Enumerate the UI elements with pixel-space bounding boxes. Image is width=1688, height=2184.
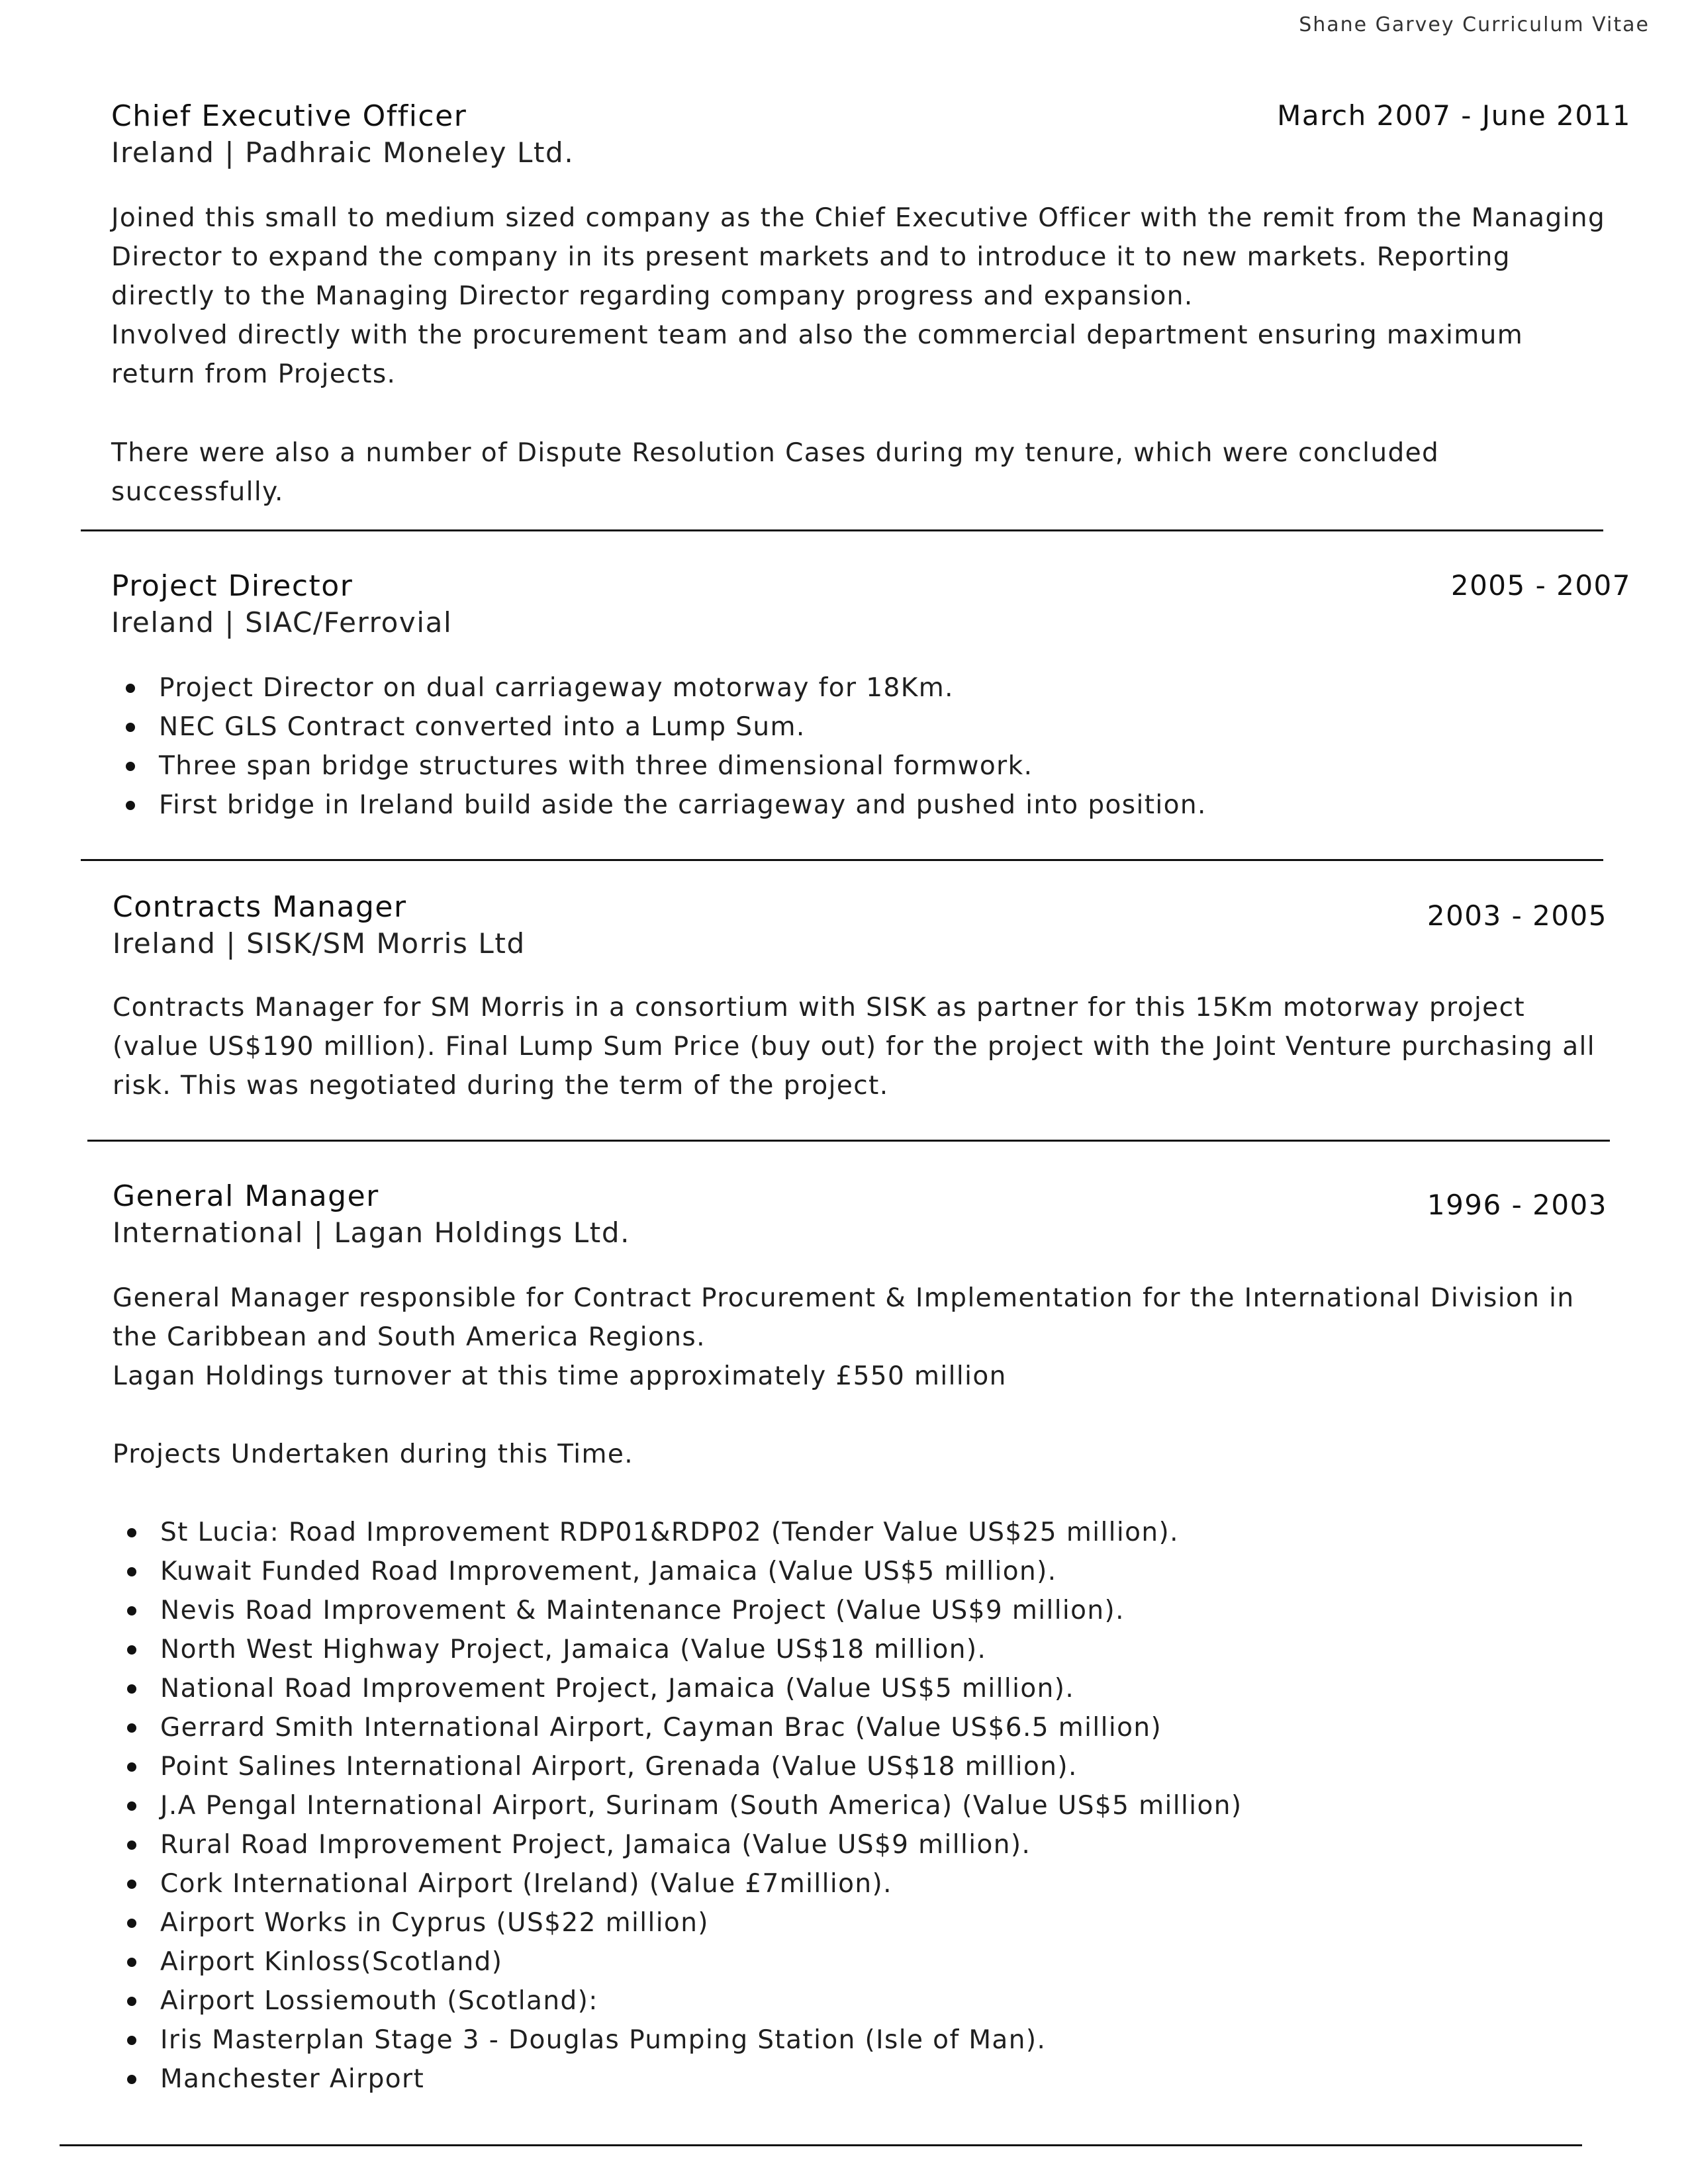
section-divider [81, 859, 1603, 861]
job-description: General Manager responsible for Contract Procurement & Implementation for the International Division in the Caribbean and South America Regions. Lagan Holdings turnover at this time approximately £550 million [113, 1283, 1575, 1391]
job-location-company: Ireland | SISK/SM Morris Ltd [113, 927, 526, 960]
list-item: Point Salines International Airport, Grenada (Value US$18 million). [113, 1747, 1242, 1786]
job-location-company: International | Lagan Holdings Ltd. [113, 1216, 631, 1249]
job-description-note: There were also a number of Dispute Resolution Cases during my tenure, which were concluded successfully. [111, 438, 1440, 507]
responsibility-list [111, 668, 1207, 825]
list-item: Rural Road Improvement Project, Jamaica (Value US$9 million). [113, 1825, 1242, 1864]
job-dates: March 2007 - June 2011 [1277, 99, 1631, 132]
list-item: Airport Works in Cyprus (US$22 million) [113, 1903, 1242, 1942]
job-title: Project Director [111, 569, 353, 603]
job-location-company: Ireland | SIAC/Ferrovial [111, 606, 453, 639]
section-divider [81, 529, 1603, 531]
list-item: Iris Masterplan Stage 3 - Douglas Pumping Station (Isle of Man). [113, 2021, 1242, 2060]
job-title: Chief Executive Officer [111, 99, 467, 133]
job-description: Contracts Manager for SM Morris in a consortium with SISK as partner for this 15Km motorway project (value US$190 million). Final Lump Sum Price (buy out) for the project with the Joint Venture purchasing all risk. This was negotiated during the term of the project. [113, 993, 1596, 1101]
job-dates: 2003 - 2005 [1427, 899, 1607, 932]
job-dates: 2005 - 2007 [1450, 569, 1631, 602]
list-item: Cork International Airport (Ireland) (Value £7million). [113, 1864, 1242, 1903]
section-divider [60, 2144, 1582, 2146]
job-title: Contracts Manager [113, 890, 407, 924]
job-location-company: Ireland | Padhraic Moneley Ltd. [111, 136, 575, 169]
job-title: General Manager [113, 1179, 379, 1213]
list-item: National Road Improvement Project, Jamaica (Value US$5 million). [113, 1669, 1242, 1708]
list-item: Gerrard Smith International Airport, Cayman Brac (Value US$6.5 million) [113, 1708, 1242, 1747]
list-item: St Lucia: Road Improvement RDP01&RDP02 (Tender Value US$25 million). [113, 1513, 1242, 1552]
job-description: Joined this small to medium sized company as the Chief Executive Officer with the remit from the Managing Director to expand the company in its present markets and to introduce it to new markets. Reporting directly to the Managing Director regarding company progress and expansion. Involved directly with the procurement team and also the commercial department ensuring maximum return from Projects. [111, 203, 1606, 389]
list-item: NEC GLS Contract converted into a Lump Sum. [111, 707, 1207, 747]
list-item: Manchester Airport [113, 2060, 1242, 2099]
projects-intro: Projects Undertaken during this Time. [113, 1439, 634, 1469]
section-divider [87, 1140, 1610, 1142]
job-dates: 1996 - 2003 [1427, 1189, 1607, 1221]
list-item: J.A Pengal International Airport, Surinam (South America) (Value US$5 million) [113, 1786, 1242, 1825]
list-item: Three span bridge structures with three dimensional formwork. [111, 747, 1207, 786]
document-header: Shane Garvey Curriculum Vitae [1299, 13, 1650, 36]
list-item: North West Highway Project, Jamaica (Value US$18 million). [113, 1630, 1242, 1669]
list-item: Nevis Road Improvement & Maintenance Project (Value US$9 million). [113, 1591, 1242, 1630]
list-item: Kuwait Funded Road Improvement, Jamaica (Value US$5 million). [113, 1552, 1242, 1591]
list-item: Project Director on dual carriageway motorway for 18Km. [111, 668, 1207, 707]
list-item: Airport Lossiemouth (Scotland): [113, 1981, 1242, 2021]
list-item: Airport Kinloss(Scotland) [113, 1942, 1242, 1981]
projects-list [113, 1513, 1242, 2099]
list-item: First bridge in Ireland build aside the carriageway and pushed into position. [111, 786, 1207, 825]
